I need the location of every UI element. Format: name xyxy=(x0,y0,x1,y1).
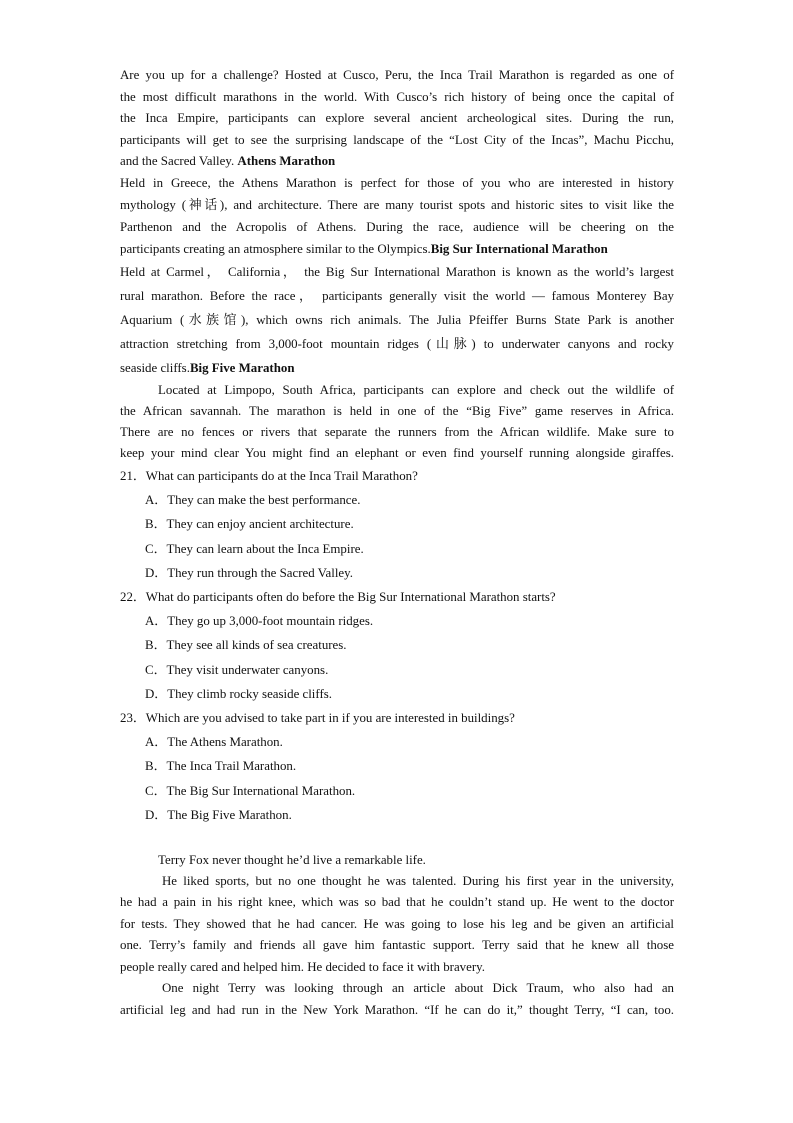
big-five-marathon-heading: Big Five Marathon xyxy=(189,361,295,375)
athens-paragraph-text: participants creating an atmosphere similar to the Olympics. xyxy=(120,242,431,256)
question-21-stem: 21．What can participants do at the Inca Trail Marathon? xyxy=(120,469,418,483)
terry-paragraph-line: He liked sports, but no one thought he was talented. During his first year in the university, xyxy=(162,874,674,888)
question-21-option-a: A．They can make the best performance. xyxy=(145,493,361,507)
inca-paragraph-line: Are you up for a challenge? Hosted at Cusco, Peru, the Inca Trail Marathon is regarded as one of xyxy=(120,68,674,82)
big-sur-marathon-heading: Big Sur International Marathon xyxy=(430,242,608,256)
question-22-option-b: B．They see all kinds of sea creatures. xyxy=(145,638,347,652)
athens-paragraph-line: Parthenon and the Acropolis of Athens. During the race, audience will be cheering on the xyxy=(120,220,674,234)
bigfive-paragraph-line: Located at Limpopo, South Africa, participants can explore and check out the wildlife of xyxy=(158,383,674,397)
bigfive-paragraph-line: keep your mind clear You might find an elephant or even find yourself running alongside giraffes. xyxy=(120,446,674,460)
question-23-option-c: C．The Big Sur International Marathon. xyxy=(145,784,356,798)
terry-paragraph-line-last: people really cared and helped him. He decided to face it with bravery. xyxy=(120,960,485,974)
inca-paragraph-line-last xyxy=(120,152,674,170)
question-23-option-a: A．The Athens Marathon. xyxy=(145,735,283,749)
terry-paragraph-line: for tests. They showed that he had cancer. He was going to lose his leg and be given an artificial xyxy=(120,917,674,931)
bigsur-paragraph-text: seaside cliffs. xyxy=(120,361,190,375)
question-23-option-b: B．The Inca Trail Marathon. xyxy=(145,759,297,773)
question-23-stem: 23．Which are you advised to take part in if you are interested in buildings? xyxy=(120,711,515,725)
question-22-stem: 22．What do participants often do before the Big Sur International Marathon starts? xyxy=(120,590,556,604)
terry-fox-opening-line: Terry Fox never thought he’d live a remarkable life. xyxy=(158,853,426,867)
bigsur-paragraph-line: Aquarium (水族馆), which owns rich animals. The Julia Pfeiffer Burns State Park is another xyxy=(120,313,674,327)
inca-paragraph-text: and the Sacred Valley. xyxy=(120,154,235,168)
terry-paragraph2-line: One night Terry was looking through an article about Dick Traum, who also had an xyxy=(162,981,674,995)
question-22-option-c: C．They visit underwater canyons. xyxy=(145,663,329,677)
question-21-option-c: C．They can learn about the Inca Empire. xyxy=(145,542,364,556)
inca-paragraph-line: the Inca Empire, participants can explore several ancient archeological sites. During the run, xyxy=(120,111,674,125)
question-23-option-d: D．The Big Five Marathon. xyxy=(145,808,292,822)
athens-marathon-heading: Athens Marathon xyxy=(237,154,336,168)
athens-paragraph-line: Held in Greece, the Athens Marathon is perfect for those of you who are interested in history xyxy=(120,176,674,190)
inca-paragraph-line: the most difficult marathons in the world. With Cusco’s rich history of being once the capital of xyxy=(120,90,674,104)
question-22-option-a: A．They go up 3,000-foot mountain ridges. xyxy=(145,614,374,628)
terry-paragraph-line: one. Terry’s family and friends all gave him fantastic support. Terry said that he knew all those xyxy=(120,938,674,952)
athens-paragraph-line: mythology (神话), and architecture. There are many tourist spots and historic sites to visit like the xyxy=(120,198,674,212)
bigsur-paragraph-line: Held at Carmel， California， the Big Sur International Marathon is known as the world’s largest xyxy=(120,265,674,279)
bigfive-paragraph-line: the African savannah. The marathon is held in one of the “Big Five” game reserves in Africa. xyxy=(120,404,674,418)
inca-paragraph-line: participants will get to see the surprising landscape of the “Lost City of the Incas”, Machu Picchu, xyxy=(120,133,674,147)
question-21-option-d: D．They run through the Sacred Valley. xyxy=(145,566,353,580)
bigsur-paragraph-line: attraction stretching from 3,000-foot mountain ridges (山脉) to underwater canyons and rocky xyxy=(120,337,674,351)
bigsur-paragraph-line: rural marathon. Before the race， participants generally visit the world — famous Monterey Bay xyxy=(120,289,674,303)
bigfive-paragraph-line: There are no fences or rivers that separate the runners from the African wildlife. Make sure to xyxy=(120,425,674,439)
question-21-option-b: B．They can enjoy ancient architecture. xyxy=(145,517,354,531)
terry-paragraph2-line: artificial leg and had run in the New York Marathon. “If he can do it,” thought Terry, “I can, too. xyxy=(120,1003,674,1017)
athens-paragraph-line-last xyxy=(120,240,674,258)
question-22-option-d: D．They climb rocky seaside cliffs. xyxy=(145,687,332,701)
bigsur-paragraph-line-last xyxy=(120,359,674,377)
terry-paragraph-line: he had a pain in his right knee, which was so bad that he couldn’t stand up. He went to the doctor xyxy=(120,895,674,909)
